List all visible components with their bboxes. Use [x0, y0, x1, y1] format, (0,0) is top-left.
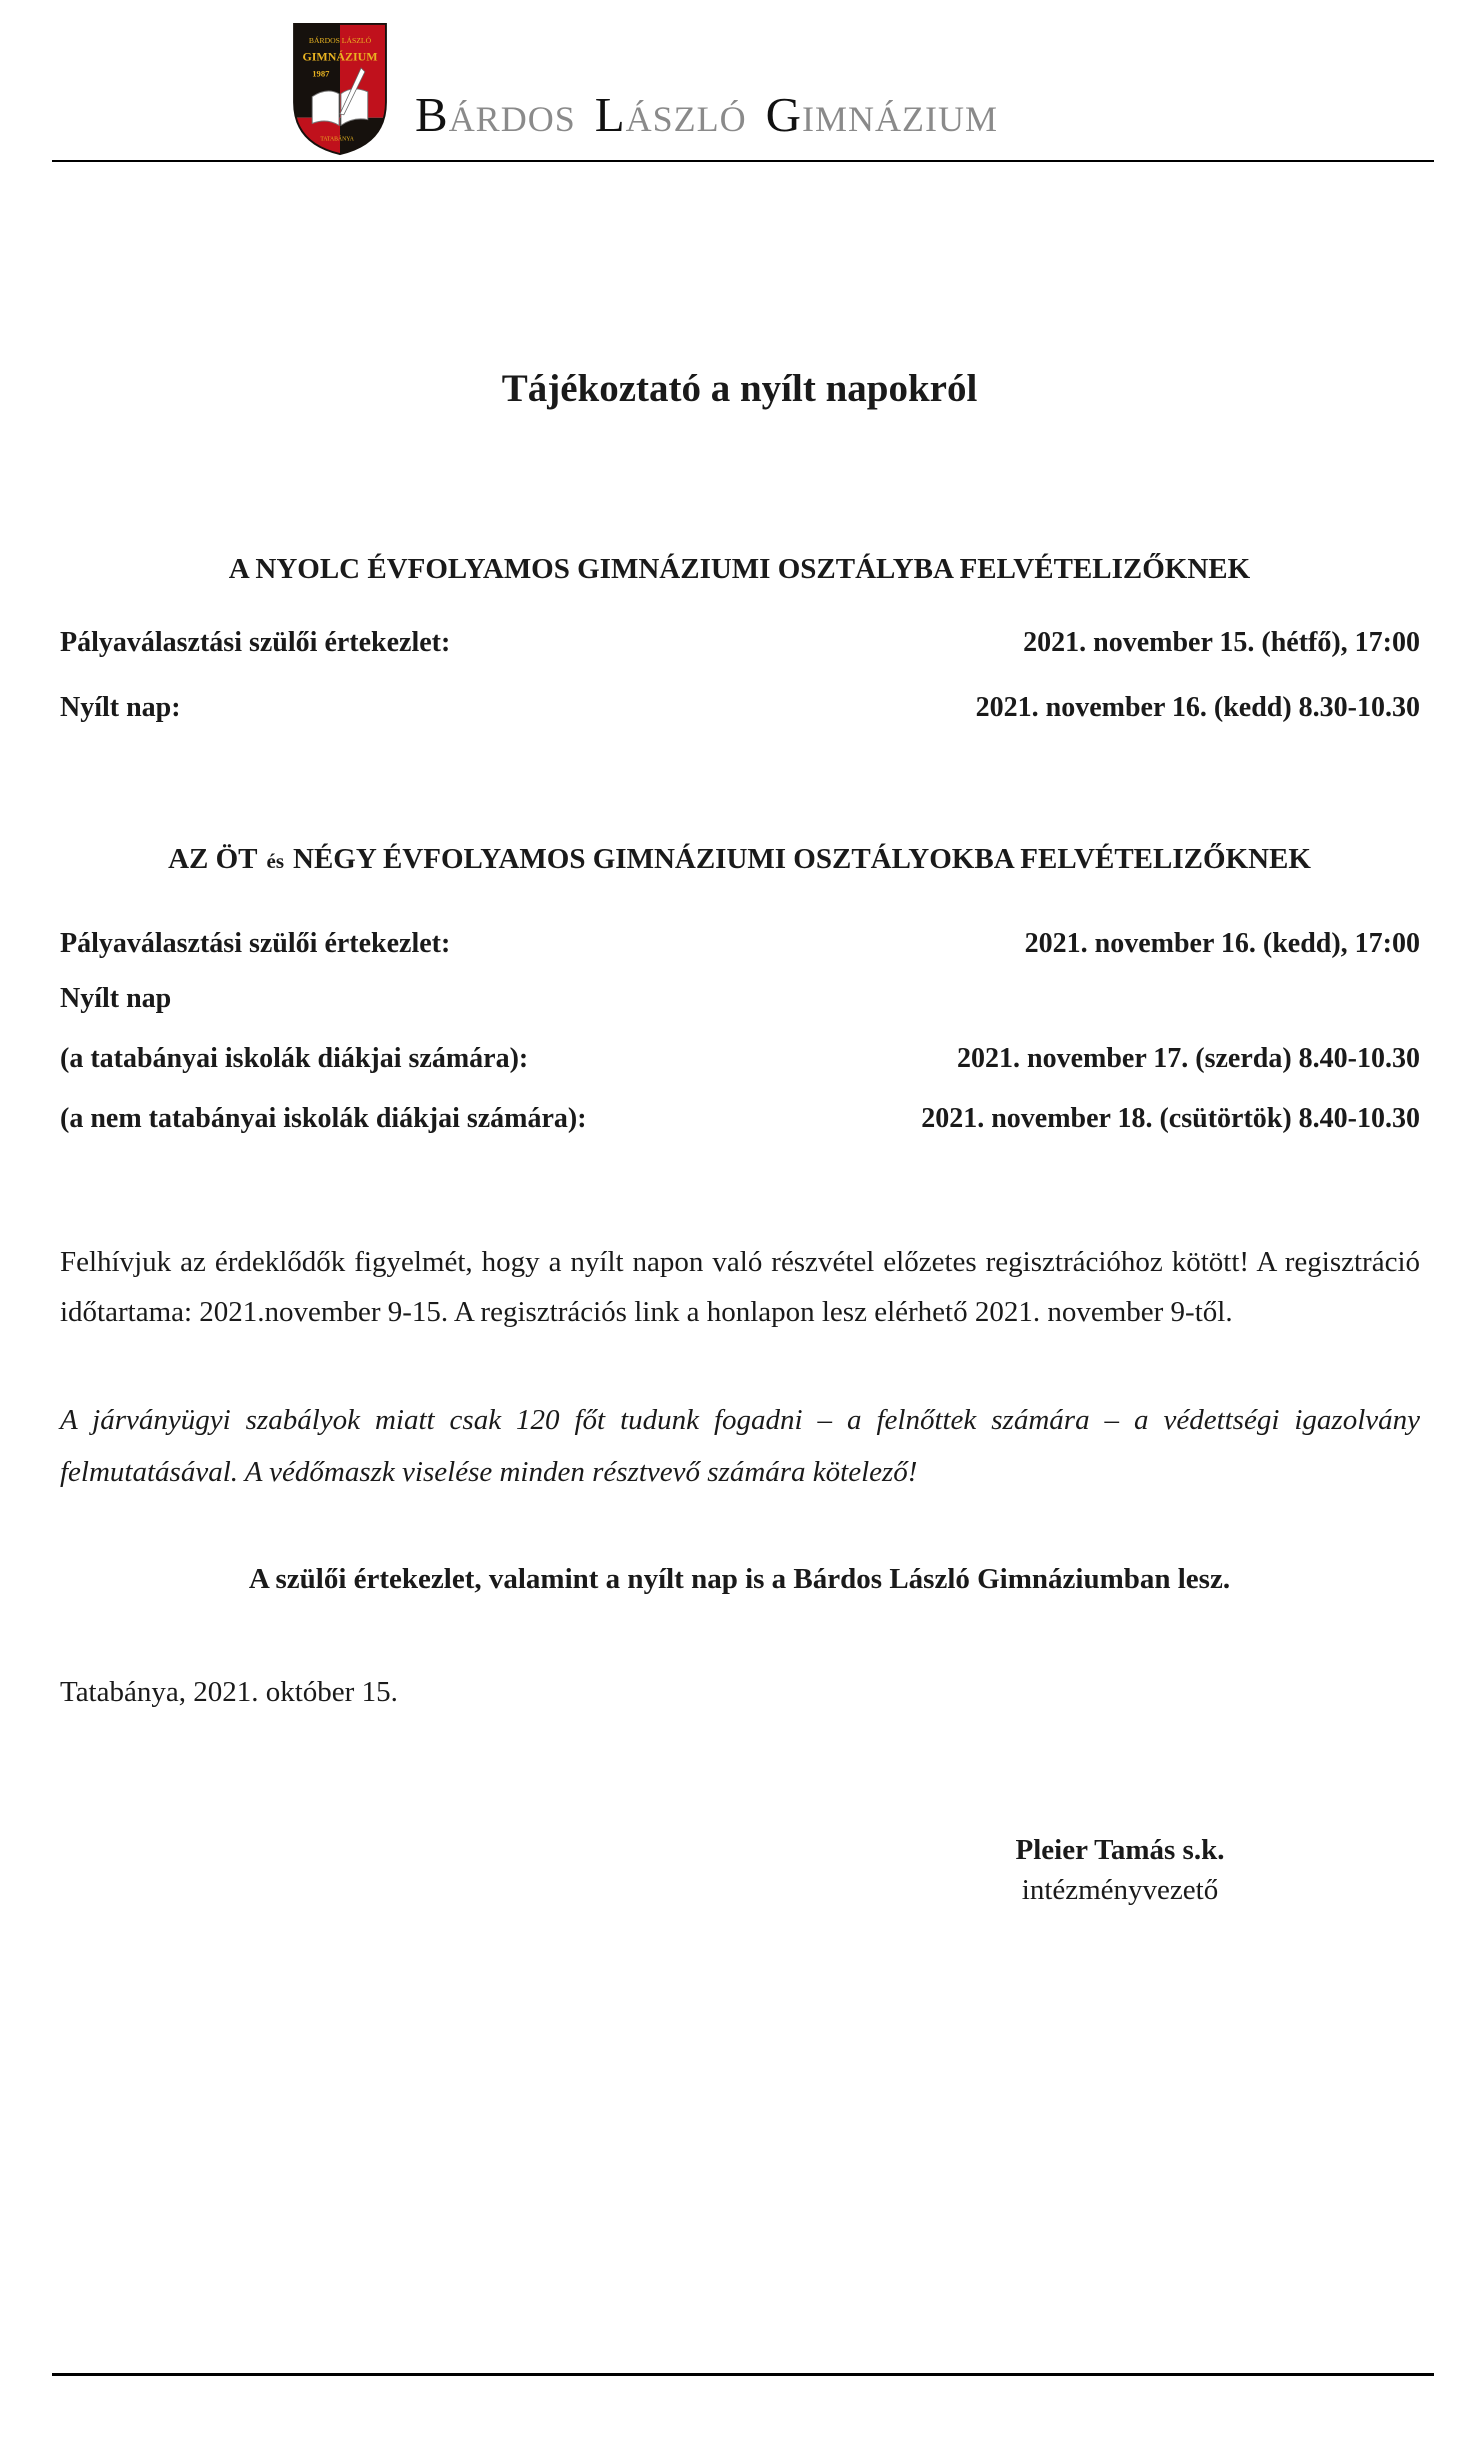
- heading-part: NÉGY ÉVFOLYAMOS GIMNÁZIUMI OSZTÁLYOKBA FELVÉTELIZŐKNEK: [293, 843, 1311, 875]
- logo-school-name-line1: BÁRDOS LÁSZLÓ: [308, 36, 372, 46]
- page-title: Tájékoztató a nyílt napokról: [501, 367, 978, 410]
- location-emphasis-line: A szülői értekezlet, valamint a nyílt nap is a Bárdos László Gimnáziumban lesz.: [248, 1563, 1231, 1595]
- school-name-header: [415, 86, 1012, 143]
- schedule-value: 2021. november 15. (hétfő), 17:00: [1023, 627, 1420, 658]
- schedule-label: Pályaválasztási szülői értekezlet:: [60, 627, 451, 658]
- heading-part: AZ ÖT: [168, 843, 258, 875]
- signature-name: Pleier Tamás s.k.: [1015, 1834, 1225, 1866]
- signature-role: intézményvezető: [1021, 1874, 1219, 1906]
- school-name-word: LÁSZLÓ: [594, 87, 747, 142]
- schedule-value: 2021. november 16. (kedd), 17:00: [1024, 928, 1420, 959]
- logo-year: 1987: [312, 68, 330, 79]
- schedule-value: 2021. november 16. (kedd) 8.30-10.30: [975, 692, 1420, 723]
- logo-city: TATABÁNYA: [320, 136, 354, 143]
- signature-block: [890, 1830, 1350, 1910]
- schedule-label: Pályaválasztási szülői értekezlet:: [60, 928, 451, 959]
- heading-part-es: és: [266, 849, 284, 873]
- schedule-row: [60, 1101, 1420, 1137]
- section-heading-eight-grade: A NYOLC ÉVFOLYAMOS GIMNÁZIUMI OSZTÁLYBA FELVÉTELIZŐKNEK: [228, 553, 1251, 585]
- school-crest-logo: [292, 22, 388, 156]
- school-name-word: BÁRDOS: [415, 87, 576, 142]
- section-heading-five-four-grade: [0, 843, 1479, 876]
- registration-paragraph: Felhívjuk az érdeklődők figyelmét, hogy a nyílt napon való részvétel előzetes regisztrációhoz kötött! A regisztráció időtartama: 2021.november 9-15. A regisztrációs link a honlapon lesz elérhető 2021. november 9-től.: [60, 1246, 1420, 1328]
- shield-icon: [292, 22, 388, 156]
- schedule-value: 2021. november 18. (csütörtök) 8.40-10.30: [921, 1103, 1420, 1134]
- logo-school-name-line2: GIMNÁZIUM: [302, 49, 378, 64]
- schedule-label: (a tatabányai iskolák diákjai számára):: [60, 1043, 529, 1074]
- header-divider-line: [52, 160, 1434, 162]
- schedule-row: [60, 625, 1420, 661]
- schedule-label: Nyílt nap: [60, 983, 172, 1014]
- schedule-row: [60, 1041, 1420, 1077]
- schedule-value: 2021. november 17. (szerda) 8.40-10.30: [957, 1043, 1420, 1074]
- dateline: Tatabánya, 2021. október 15.: [60, 1676, 398, 1708]
- covid-rules-paragraph: A járványügyi szabályok miatt csak 120 főt tudunk fogadni – a felnőttek számára – a védettségi igazolvány felmutatásával. A védőmaszk viselése minden résztvevő számára kötelező!: [60, 1404, 1420, 1488]
- schedule-row: [60, 690, 1420, 726]
- schedule-row: [60, 981, 1420, 1017]
- schedule-label: Nyílt nap:: [60, 692, 181, 723]
- footer-divider-line: [52, 2373, 1434, 2376]
- schedule-label: (a nem tatabányai iskolák diákjai számára):: [60, 1103, 587, 1134]
- school-name-word: GIMNÁZIUM: [765, 87, 999, 142]
- schedule-row: [60, 926, 1420, 962]
